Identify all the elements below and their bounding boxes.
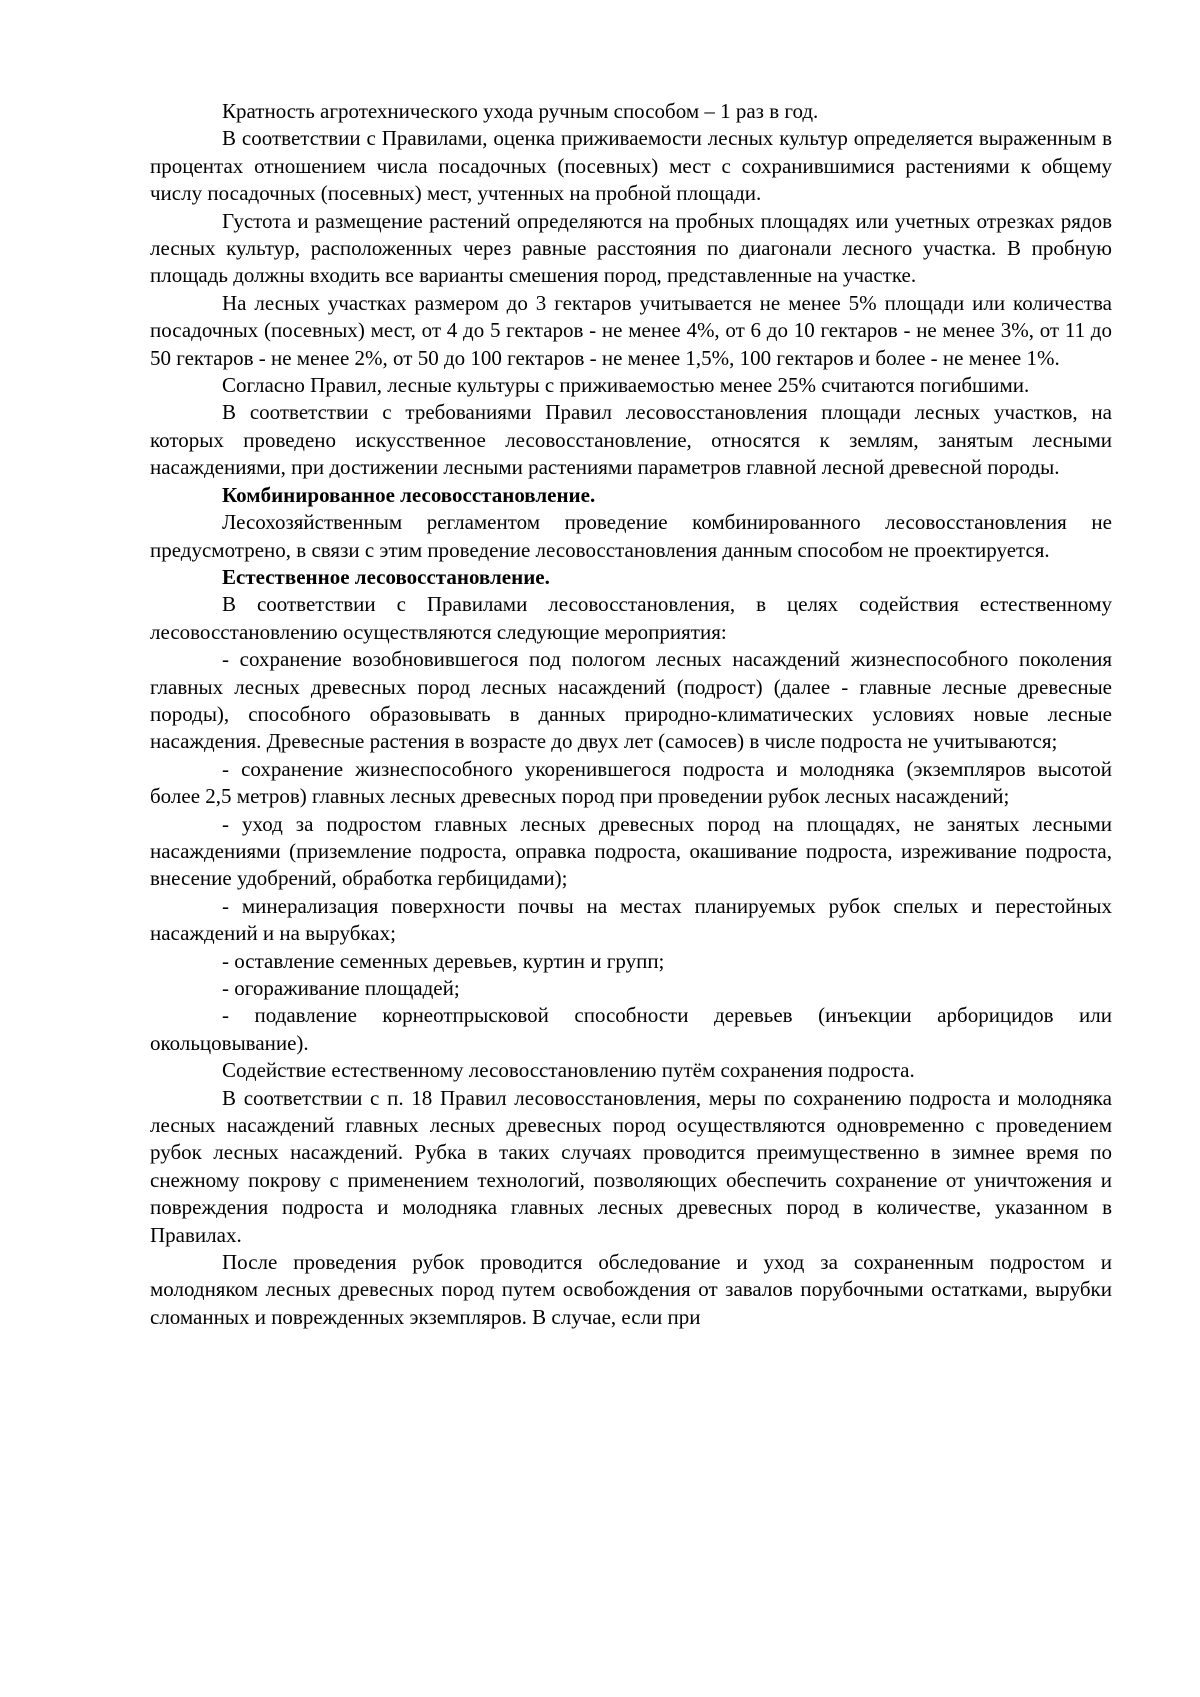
heading-combined-reforestation: Комбинированное лесовосстановление. <box>222 482 596 507</box>
paragraph-natural-intro: В соответствии с Правилами лесовосстановления, в целях содействия естественному лесовосстановлению осуществляются следующие мероприятия: <box>150 592 1112 644</box>
list-item: - огораживание площадей; <box>222 976 460 1000</box>
list-item: - сохранение возобновившегося под пологом лесных насаждений жизнеспособного поколения главных лесных древесных пород лесных насаждений (подрост) (далее - главные лесные древесные породы), способного образовывать в данных природно-климатических условиях новые лесные насаждения. Древесные растения в возрасте до двух лет (самосев) в числе подроста не учитываются; <box>150 647 1112 754</box>
paragraph-sample-area-sizes: На лесных участках размером до 3 гектаров учитывается не менее 5% площади или количества посадочных (посевных) мест, от 4 до 5 гектаров - не менее 4%, от 6 до 10 гектаров - не менее 3%, от 11 до 50 гектаров - не менее 2%, от 50 до 100 гектаров - не менее 1,5%, 100 гектаров и более - не менее 1%. <box>150 290 1112 370</box>
paragraph-after-logging: После проведения рубок проводится обследование и уход за сохраненным подростом и молодняком лесных древесных пород путем освобождения от завалов порубочными остатками, вырубки сломанных и поврежденных экземпляров. В случае, если при <box>150 1250 1112 1329</box>
list-item: - сохранение жизнеспособного укоренившегося подроста и молодняка (экземпляров высотой более 2,5 метров) главных лесных древесных пород при проведении рубок лесных насаждений; <box>150 756 1112 809</box>
list-item: - оставление семенных деревьев, куртин и групп; <box>222 948 665 973</box>
paragraph-dead-cultures: Согласно Правил, лесные культуры с приживаемостью менее 25% считаются погибшими. <box>222 373 1030 398</box>
paragraph-artificial-reforestation: В соответствии с требованиями Правил лесовосстановления площади лесных участков, на которых проведено искусственное лесовосстановление, относятся к землям, занятым лесными насаждениями, при достижении лесными растениями параметров главной лесной древесной породы. <box>150 400 1112 480</box>
paragraph-rule-18: В соответствии с п. 18 Правил лесовосстановления, меры по сохранению подроста и молодняка лесных насаждений главных лесных древесных пород осуществляются одновременно с проведением рубок лесных насаждений. Рубка в таких случаях проводится преимущественно в зимнее время по снежному покрову с применением технологий, позволяющих обеспечить сохранение от уничтожения и повреждения подроста и молодняка главных лесных древесных пород в количестве, указанном в Правилах. <box>150 1085 1112 1247</box>
list-item: - минерализация поверхности почвы на местах планируемых рубок спелых и перестойных насаждений и на вырубках; <box>150 893 1112 946</box>
document-page <box>150 98 1112 1331</box>
list-item: - подавление корнеотпрысковой способности деревьев (инъекции арборицидов или окольцовывание). <box>150 1003 1112 1055</box>
paragraph-survival-assessment: В соответствии с Правилами, оценка приживаемости лесных культур определяется выраженным в процентах отношением числа посадочных (посевных) мест с сохранившимися растениями к общему числу посадочных (посевных) мест, учтенных на пробной площади. <box>150 126 1112 206</box>
paragraph-density-placement: Густота и размещение растений определяются на пробных площадях или учетных отрезках рядов лесных культур, расположенных через равные расстояния по диагонали лесного участка. В пробную площадь должны входить все варианты смешения пород, представленные на участке. <box>150 208 1112 288</box>
paragraph-combined-reforestation: Лесохозяйственным регламентом проведение комбинированного лесовосстановления не предусмотрено, в связи с этим проведение лесовосстановления данным способом не проектируется. <box>150 510 1112 562</box>
heading-natural-reforestation: Естественное лесовосстановление. <box>222 564 550 589</box>
list-item: - уход за подростом главных лесных древесных пород на площадях, не занятых лесными насаждениями (приземление подроста, оправка подроста, окашивание подроста, изреживание подроста, внесение удобрений, обработка гербицидами); <box>150 811 1112 891</box>
paragraph-care-frequency: Кратность агротехнического ухода ручным способом – 1 раз в год. <box>222 99 819 123</box>
paragraph-undergrowth-preservation-title: Содействие естественному лесовосстановлению путём сохранения подроста. <box>222 1058 915 1083</box>
